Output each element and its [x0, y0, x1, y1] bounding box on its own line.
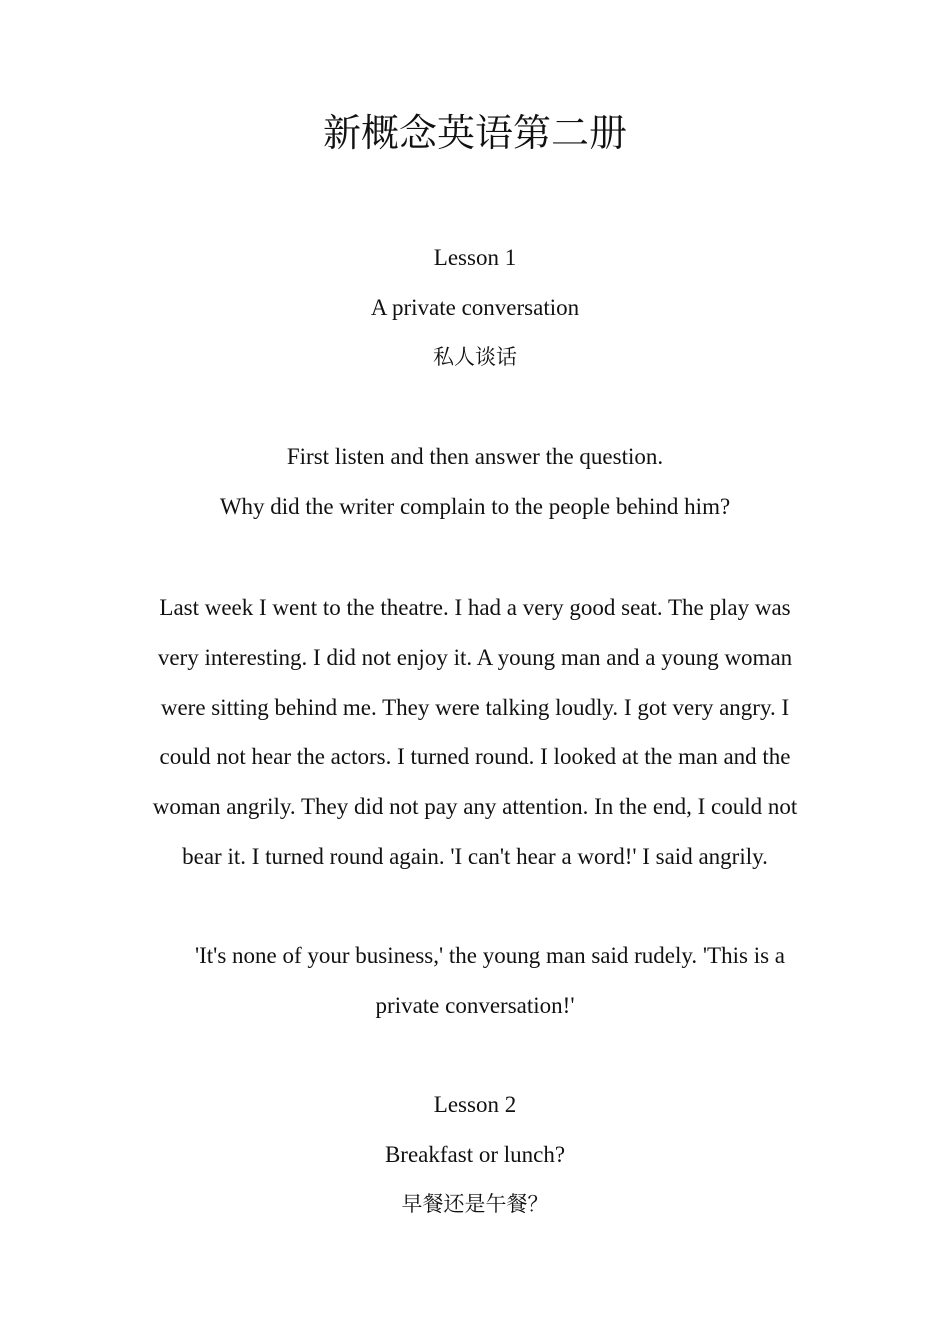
lesson-1-paragraph-1: Last week I went to the theatre. I had a very good seat. The play was very interesting. I did not enjoy it. A young man and a young woman were sitting behind me. They were talking loudly. I got very angry. I could not hear the actors. I turned round. I looked at the man and the woman angrily. They did not pay any attention. In the end, I could not bear it. I turned round again. 'I can't hear a word!' I said angrily.	[152, 595, 798, 869]
lesson-1-paragraph-2	[138, 931, 812, 1031]
lesson-1-instruction: First listen and then answer the question.	[286, 444, 664, 469]
lesson-1-question: Why did the writer complain to the people behind him?	[219, 494, 731, 519]
lesson-1-number: Lesson 1	[433, 245, 517, 270]
lesson-1-title-zh: 私人谈话	[433, 345, 517, 369]
lesson-1-title-en: A private conversation	[370, 295, 580, 320]
lesson-2-title-zh: 早餐还是午餐？	[401, 1192, 549, 1216]
lesson-2-number: Lesson 2	[433, 1092, 517, 1117]
lesson-1-paragraph-2-text: 'It's none of your business,' the young man said rudely. 'This is a private conversation!'	[194, 943, 785, 1018]
document-title: 新概念英语第二册	[322, 111, 627, 155]
lesson-2-title-en: Breakfast or lunch?	[384, 1142, 566, 1167]
